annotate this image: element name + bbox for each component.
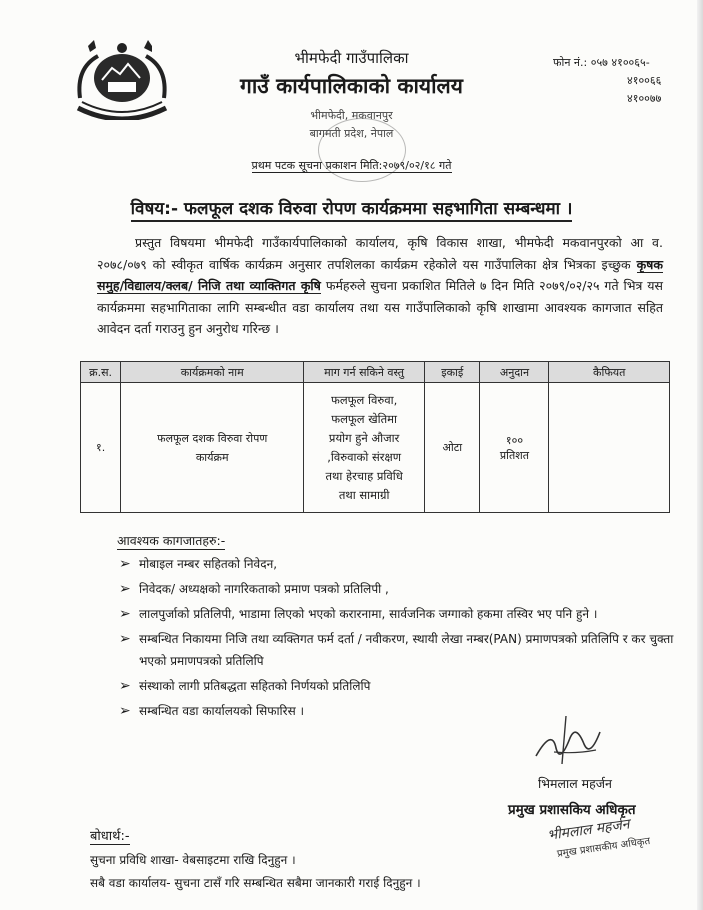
body-bold-eligible: कृषक समुह/विद्यालय/क्लब/ निजि तथा व्याक्तिगत कृषि bbox=[97, 256, 663, 293]
phone-extra-1: ४१००६६ bbox=[627, 74, 662, 87]
subject-line bbox=[0, 196, 703, 219]
cell-remarks bbox=[549, 383, 670, 513]
grant-unit: प्रतिशत bbox=[499, 448, 530, 462]
body-part-1: प्रस्तुत विषयमा भीमफेदी गाउँकार्यपालिकाको कार्यालय, कृषि विकास शाखा, भीमफेदी मकवानपुरको आ व. २०७८/०७९ को स्वीकृत वार्षिक कार्यक्रम अनुसार तपशिलका कार्यक्रम रहेकोले यस गाउँपालिका क्षेत्र भित्रका इच्छुक bbox=[97, 235, 663, 272]
item-line: फलफूल खेतिमा bbox=[331, 411, 398, 426]
documents-heading: आवश्यक कागजातहरु:- bbox=[117, 533, 226, 548]
table-header-row bbox=[81, 362, 670, 383]
office-name: भीमफेदी गाउँपालिका bbox=[294, 49, 409, 67]
office-title: गाउँ कार्यपालिकाको कार्यालय bbox=[240, 74, 463, 98]
list-item-text: लालपुर्जाको प्रतिलिपी, भाडामा लिएको भएको करारनामा, सार्वजनिक जग्गाको हकमा तस्विर भए पनि हुने । bbox=[139, 607, 598, 621]
stamp-designation: प्रमुख प्रशासकीय अधिकृत bbox=[556, 835, 651, 860]
body-part-2: फर्महरुले सुचना प्रकाशित मितिले ७ दिन मिति २०७९/०२/२५ गते भित्र यस कार्यक्रममा सहभागिताका लागि सम्बन्धीत वडा कार्यालय तथा यस गाउँपालिकाको कृषि शाखामा आवश्यक कागजात सहित आवेदन दर्ता गराउनु हुन अनुरोध गरिन्छ । bbox=[97, 278, 663, 336]
list-item bbox=[119, 578, 679, 600]
notice-date-line bbox=[0, 158, 703, 173]
item-line: तथा हेरचाह प्रविधि bbox=[325, 468, 403, 483]
th-program-name: कार्यक्रमको नाम bbox=[121, 362, 304, 383]
address-line-1: भीमफेदी, मकवानपुर bbox=[310, 109, 393, 122]
arrow-bullet-icon: ➢ bbox=[119, 581, 131, 597]
th-items: माग गर्न सकिने वस्तु bbox=[304, 362, 425, 383]
fyi-line-1: सुचना प्रविधि शाखा- वेबसाइटमा राखि दिनुहुन । bbox=[90, 853, 296, 867]
list-item bbox=[119, 628, 679, 672]
arrow-bullet-icon: ➢ bbox=[119, 703, 131, 719]
phone-block bbox=[553, 54, 661, 108]
th-unit: इकाई bbox=[425, 362, 480, 383]
signatory-designation: प्रमुख प्रशासकिय अधिकृत bbox=[508, 802, 636, 818]
item-line: फलफूल विरुवा, bbox=[331, 392, 398, 407]
fyi-line-2: सबै वडा कार्यालय- सुचना टासँ गरि सम्बन्धित सबैमा जानकारी गराई दिनुहुन । bbox=[90, 876, 421, 890]
list-item bbox=[119, 675, 679, 697]
cell-program-name: फलफूल दशक विरुवा रोपण कार्यक्रम bbox=[121, 383, 304, 513]
list-item-text: संस्थाको लागी प्रतिबद्धता सहितको निर्णयको प्रतिलिपि bbox=[139, 679, 371, 693]
cell-items bbox=[304, 383, 425, 513]
body-paragraph bbox=[97, 232, 663, 340]
fyi-heading: बोधार्थ:- bbox=[90, 826, 130, 845]
address-line-2: बागमती प्रदेश, नेपाल bbox=[309, 127, 394, 140]
arrow-bullet-icon: ➢ bbox=[119, 678, 131, 694]
table-row bbox=[81, 383, 670, 513]
cell-unit: ओटा bbox=[425, 383, 480, 513]
th-remarks: कैफियत bbox=[549, 362, 670, 383]
arrow-bullet-icon: ➢ bbox=[119, 606, 131, 622]
list-item-text: सम्बन्धित वडा कार्यालयको सिफारिस । bbox=[139, 704, 305, 718]
list-item bbox=[119, 553, 679, 575]
phone-extra-2: ४१००७७ bbox=[627, 92, 662, 105]
th-sn: क्र.स. bbox=[81, 362, 121, 383]
arrow-bullet-icon: ➢ bbox=[119, 631, 131, 647]
notice-date-text: प्रथम पटक सूचना प्रकाशन मिति:२०७९/०२/१८ गते bbox=[251, 159, 452, 172]
item-line: तथा सामाग्री bbox=[338, 487, 390, 502]
item-line: प्रयोग हुने औजार bbox=[328, 430, 400, 445]
signatory-name: भिमलाल महर्जन bbox=[538, 776, 612, 791]
arrow-bullet-icon: ➢ bbox=[119, 556, 131, 572]
subject-text: विषय:- फलफूल दशक विरुवा रोपण कार्यक्रममा सहभागिता सम्बन्धमा । bbox=[131, 199, 573, 222]
list-item-text: निवेदक/ अध्यक्षको नागरिकताको प्रमाण पत्रको प्रतिलिपी , bbox=[139, 582, 389, 596]
list-item bbox=[119, 603, 679, 625]
body-text bbox=[97, 232, 663, 340]
documents-list bbox=[119, 553, 679, 725]
th-grant: अनुदान bbox=[480, 362, 549, 383]
cell-sn: १. bbox=[81, 383, 121, 513]
stamp-name: भीमलाल महर्जन bbox=[546, 816, 631, 844]
grant-value: १०० bbox=[505, 433, 524, 447]
handwritten-signature bbox=[526, 708, 610, 768]
list-item-text: मोबाइल नम्बर सहितको निवेदन, bbox=[139, 557, 278, 571]
phone-label: फोन नं.: ०५७ ४१००६५- bbox=[553, 56, 650, 69]
list-item-text: सम्बन्धित निकायमा निजि तथा व्यक्तिगत फर्म दर्ता / नवीकरण, स्थायी लेखा नम्बर(PAN) प्रमाणपत्रको प्रतिलिपि र कर चुक्ता भएको प्रमाणपत्रको प्रतिलिपि bbox=[139, 632, 674, 668]
program-table bbox=[80, 361, 670, 513]
cell-grant bbox=[480, 383, 549, 513]
item-line: ,विरुवाको संरक्षण bbox=[327, 449, 402, 464]
